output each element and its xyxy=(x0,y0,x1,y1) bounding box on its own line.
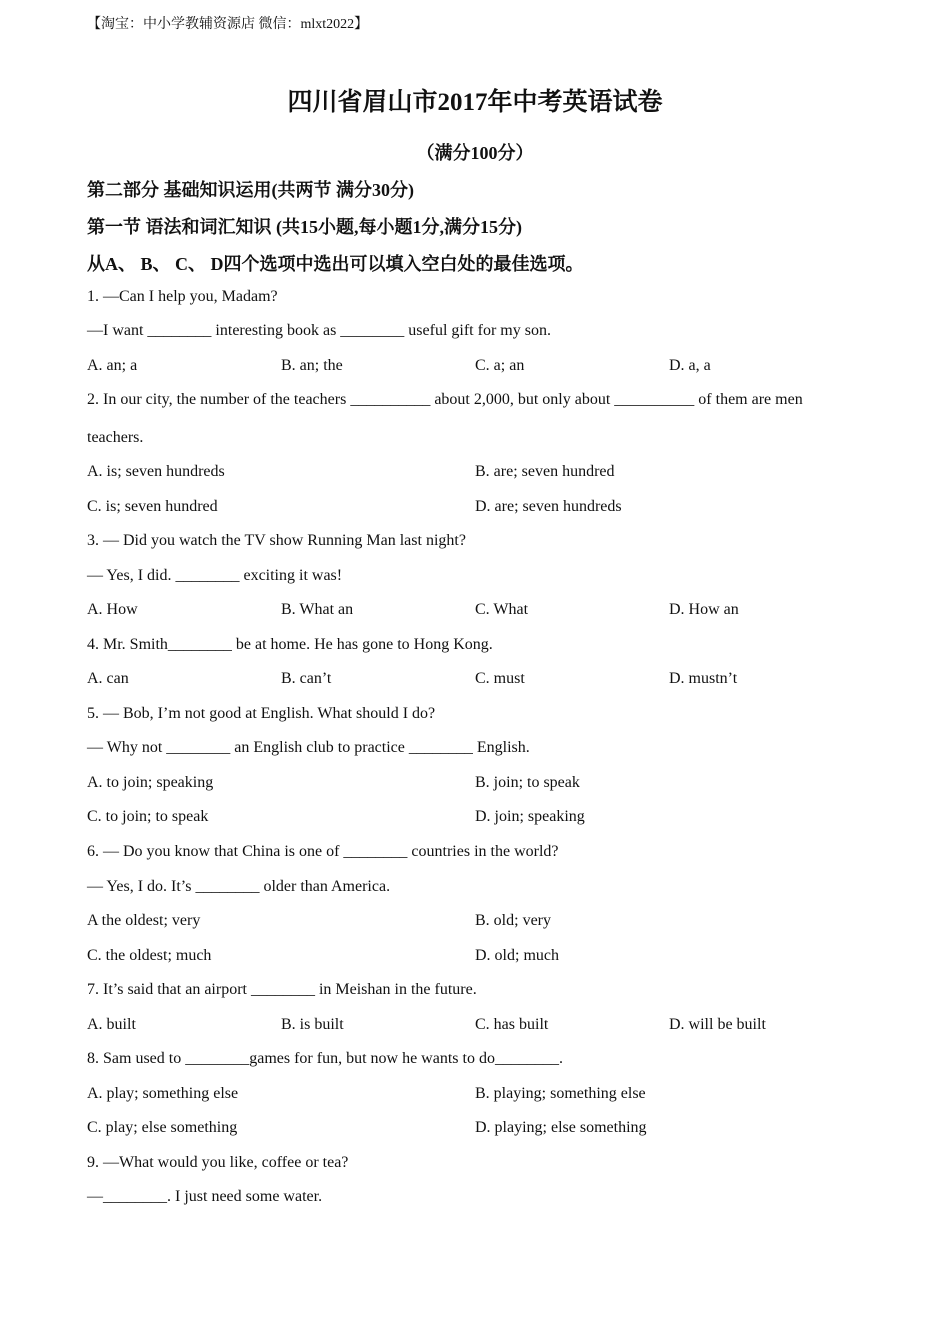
question-2-option-d: D. are; seven hundreds xyxy=(475,498,622,515)
section-heading: 第一节 语法和词汇知识 (共15小题,每小题1分,满分15分) xyxy=(87,217,522,237)
question-5-option-a: A. to join; speaking xyxy=(87,774,214,791)
question-7-line-1: 7. It’s said that an airport ________ in Meishan in the future. xyxy=(87,981,477,998)
question-7-option-d: D. will be built xyxy=(669,1016,766,1033)
question-5-option-b: B. join; to speak xyxy=(475,774,580,791)
question-2-option-a: A. is; seven hundreds xyxy=(87,463,225,480)
question-6-option-b: B. old; very xyxy=(475,912,551,929)
question-2-option-b: B. are; seven hundred xyxy=(475,463,615,480)
question-9-line-2: —________. I just need some water. xyxy=(87,1188,323,1205)
question-2-line-1: 2. In our city, the number of the teachers __________ about 2,000, but only about __________ of them are men xyxy=(87,391,803,408)
question-8-option-c: C. play; else something xyxy=(87,1119,238,1136)
question-5-option-c: C. to join; to speak xyxy=(87,808,209,825)
question-7-option-a: A. built xyxy=(87,1016,136,1033)
question-2-line-2: teachers. xyxy=(87,429,144,446)
question-5-line-2: — Why not ________ an English club to practice ________ English. xyxy=(87,739,530,756)
question-8-option-a: A. play; something else xyxy=(87,1085,239,1102)
question-1-option-b: B. an; the xyxy=(281,357,343,374)
question-5-option-d: D. join; speaking xyxy=(475,808,585,825)
question-4-option-c: C. must xyxy=(475,670,525,687)
question-7-option-b: B. is built xyxy=(281,1016,344,1033)
question-6-option-a: A the oldest; very xyxy=(87,912,201,929)
question-5-line-1: 5. — Bob, I’m not good at English. What should I do? xyxy=(87,705,436,722)
question-6-option-d: D. old; much xyxy=(475,947,559,964)
question-3-line-1: 3. — Did you watch the TV show Running Man last night? xyxy=(87,532,466,549)
question-4-option-b: B. can’t xyxy=(281,670,332,687)
question-1-option-c: C. a; an xyxy=(475,357,525,374)
question-8-line-1: 8. Sam used to ________games for fun, but now he wants to do________. xyxy=(87,1050,563,1067)
exam-title: 四川省眉山市2017年中考英语试卷 xyxy=(287,89,663,116)
header-note: 【淘宝：中小学教辅资源店 微信：mlxt2022】 xyxy=(87,17,369,32)
question-3-option-c: C. What xyxy=(475,601,529,618)
question-7-option-c: C. has built xyxy=(475,1016,549,1033)
question-1-line-2: —I want ________ interesting book as ________ useful gift for my son. xyxy=(87,322,551,339)
question-4-option-d: D. mustn’t xyxy=(669,670,738,687)
question-6-line-2: — Yes, I do. It’s ________ older than America. xyxy=(87,878,391,895)
question-3-option-d: D. How an xyxy=(669,601,739,618)
question-8-option-d: D. playing; else something xyxy=(475,1119,647,1136)
question-2-option-c: C. is; seven hundred xyxy=(87,498,218,515)
question-4-option-a: A. can xyxy=(87,670,129,687)
question-1-line-1: 1. —Can I help you, Madam? xyxy=(87,288,278,305)
exam-subtitle: （满分100分） xyxy=(416,143,534,163)
question-9-line-1: 9. —What would you like, coffee or tea? xyxy=(87,1154,349,1171)
question-6-line-1: 6. — Do you know that China is one of ________ countries in the world? xyxy=(87,843,559,860)
instruction: 从A、 B、 C、 D四个选项中选出可以填入空白处的最佳选项。 xyxy=(87,254,584,274)
part-heading: 第二部分 基础知识运用(共两节 满分30分) xyxy=(87,180,414,200)
question-4-line-1: 4. Mr. Smith________ be at home. He has gone to Hong Kong. xyxy=(87,636,493,653)
question-3-option-a: A. How xyxy=(87,601,138,618)
question-8-option-b: B. playing; something else xyxy=(475,1085,646,1102)
question-1-option-d: D. a, a xyxy=(669,357,711,374)
question-1-option-a: A. an; a xyxy=(87,357,138,374)
question-3-option-b: B. What an xyxy=(281,601,354,618)
question-6-option-c: C. the oldest; much xyxy=(87,947,212,964)
question-3-line-2: — Yes, I did. ________ exciting it was! xyxy=(87,567,343,584)
